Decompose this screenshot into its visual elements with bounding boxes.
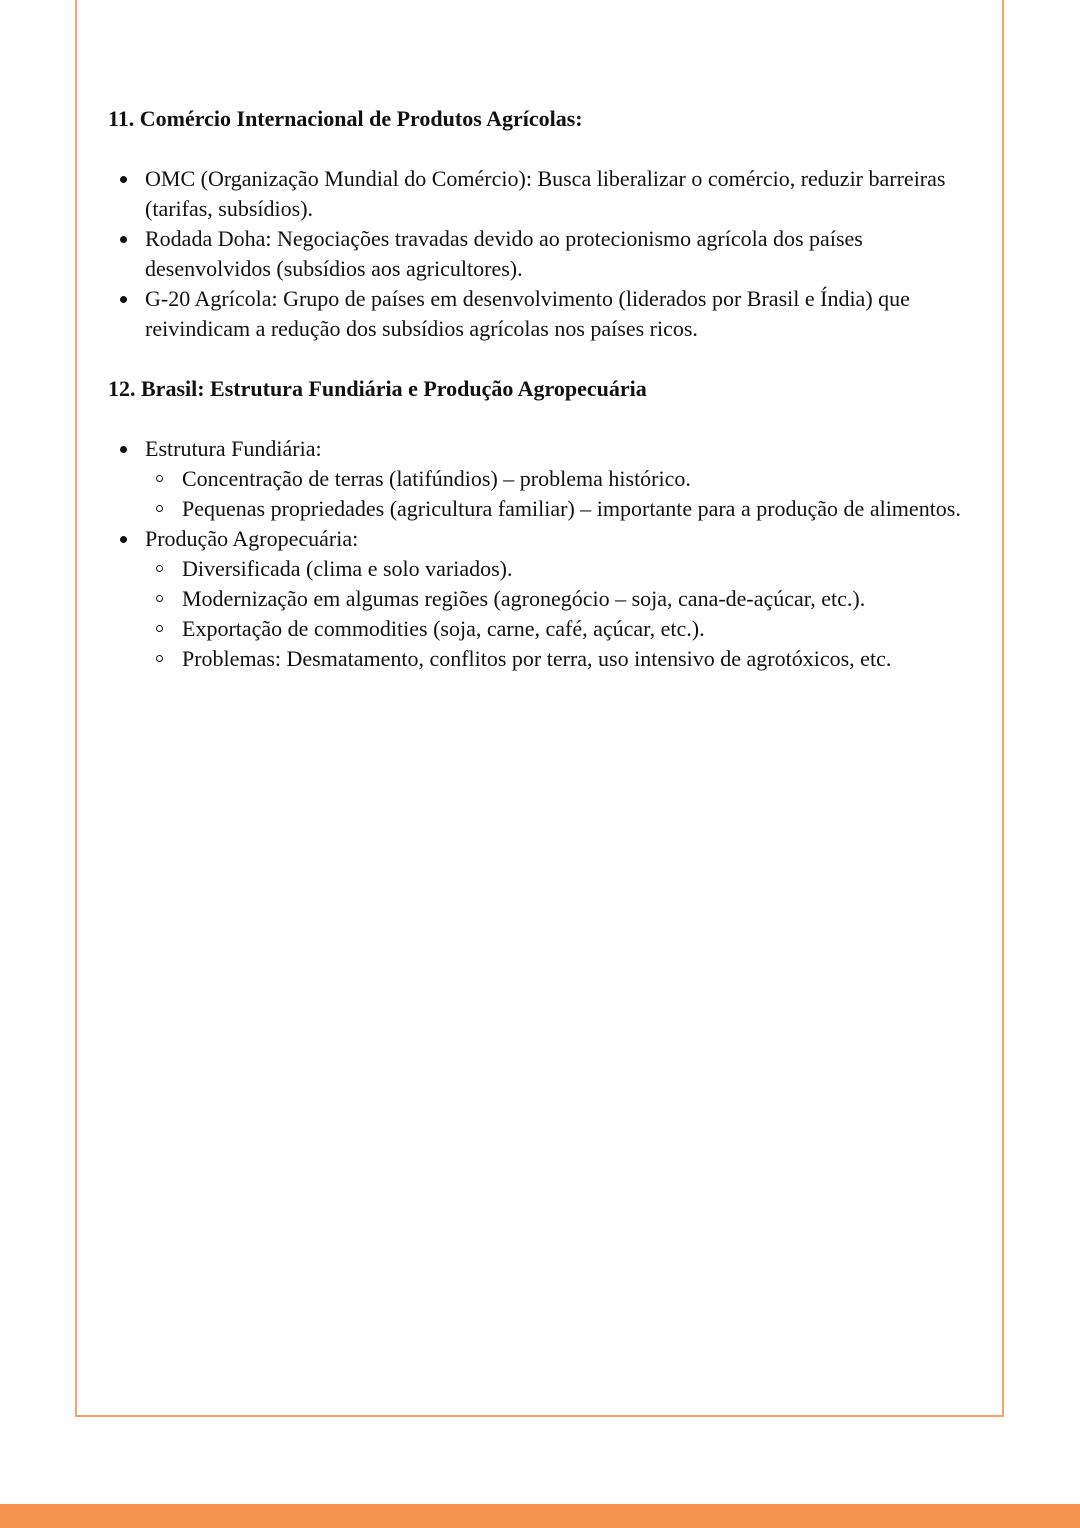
list-item xyxy=(108,164,968,224)
hollow-bullet-icon xyxy=(156,505,163,512)
hollow-bullet-icon xyxy=(156,625,163,632)
sub-list xyxy=(145,554,968,674)
section-12-list xyxy=(108,434,968,674)
sub-list-item xyxy=(145,464,968,494)
bullet-icon xyxy=(120,236,127,243)
sub-list xyxy=(145,464,968,524)
sub-list-item-text: Problemas: Desmatamento, conflitos por terra, uso intensivo de agrotóxicos, etc. xyxy=(182,646,892,671)
list-item xyxy=(108,524,968,674)
section-12-title: 12. Brasil: Estrutura Fundiária e Produção Agropecuária xyxy=(108,376,647,401)
bullet-icon xyxy=(120,536,127,543)
hollow-bullet-icon xyxy=(156,565,163,572)
sub-list-item xyxy=(145,614,968,644)
list-item-text: Produção Agropecuária: xyxy=(145,526,359,551)
bullet-icon xyxy=(120,176,127,183)
sub-list-item xyxy=(145,494,968,524)
sub-list-item xyxy=(145,554,968,584)
sub-list-item-text: Exportação de commodities (soja, carne, café, açúcar, etc.). xyxy=(182,616,705,641)
list-item-text: G-20 Agrícola: Grupo de países em desenvolvimento (liderados por Brasil e Índia) que reivindicam a redução dos subsídios agrícolas nos países ricos. xyxy=(145,286,910,341)
sub-list-item xyxy=(145,584,968,614)
sub-list-item-text: Concentração de terras (latifúndios) – problema histórico. xyxy=(182,466,691,491)
sub-list-item xyxy=(145,644,968,674)
footer-accent-bar xyxy=(0,1504,1080,1528)
list-item-text: Rodada Doha: Negociações travadas devido ao protecionismo agrícola dos países desenvolvidos (subsídios aos agricultores). xyxy=(145,226,863,281)
sub-list-item-text: Pequenas propriedades (agricultura familiar) – importante para a produção de alimentos. xyxy=(182,496,961,521)
list-item-text: OMC (Organização Mundial do Comércio): Busca liberalizar o comércio, reduzir barreiras (tarifas, subsídios). xyxy=(145,166,946,221)
list-item xyxy=(108,224,968,284)
sub-list-item-text: Diversificada (clima e solo variados). xyxy=(182,556,513,581)
list-item-text: Estrutura Fundiária: xyxy=(145,436,322,461)
bullet-icon xyxy=(120,446,127,453)
hollow-bullet-icon xyxy=(156,475,163,482)
list-item xyxy=(108,434,968,524)
sub-list-item-text: Modernização em algumas regiões (agronegócio – soja, cana-de-açúcar, etc.). xyxy=(182,586,866,611)
bullet-icon xyxy=(120,296,127,303)
list-item xyxy=(108,284,968,344)
hollow-bullet-icon xyxy=(156,595,163,602)
section-11-list xyxy=(108,164,968,344)
section-11-title: 11. Comércio Internacional de Produtos Agrícolas: xyxy=(108,106,583,131)
document-content xyxy=(108,104,968,704)
hollow-bullet-icon xyxy=(156,655,163,662)
